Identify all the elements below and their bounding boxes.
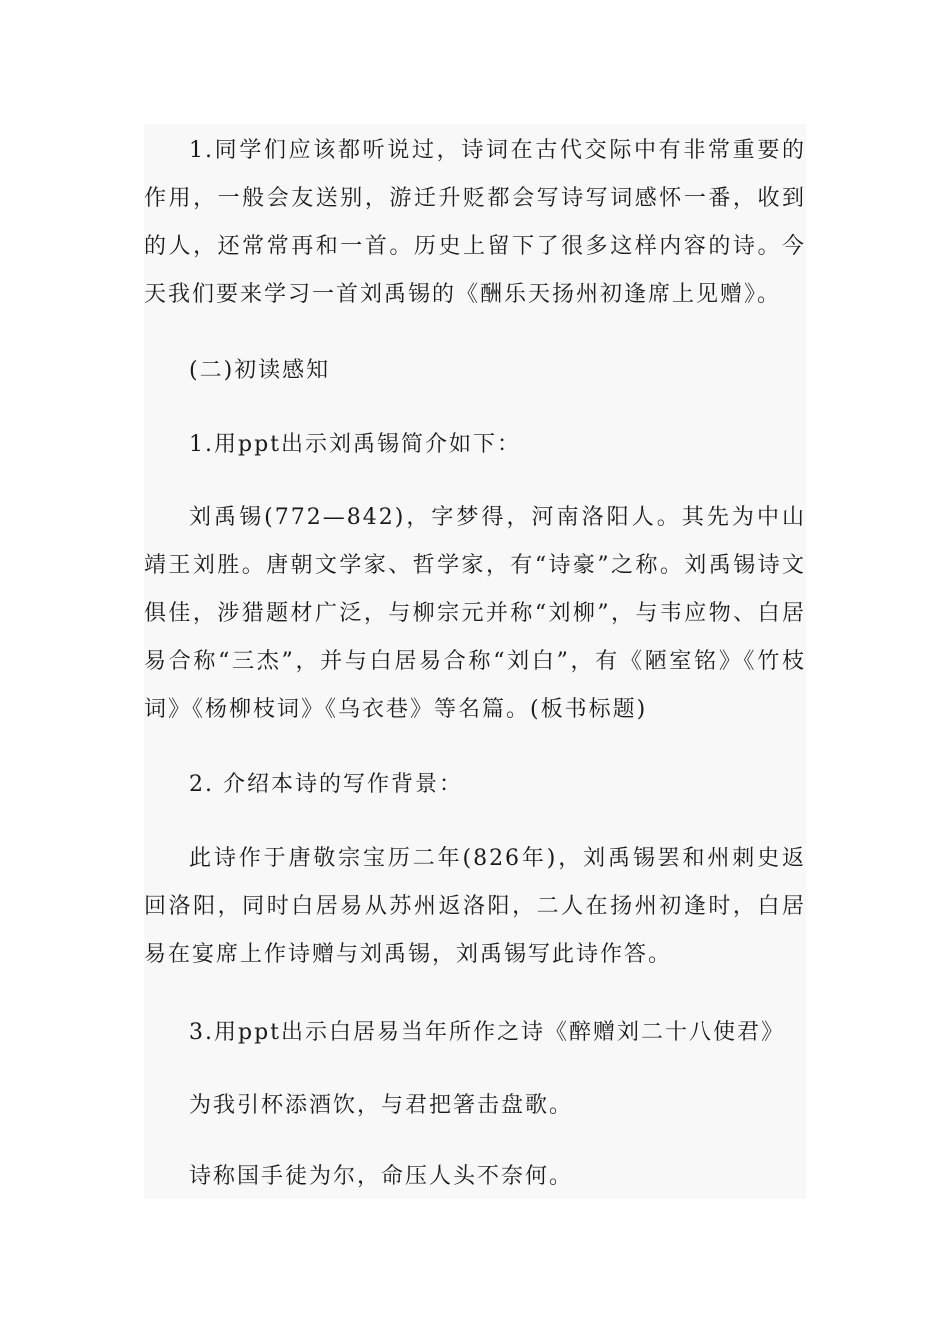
step-1-heading: 1.用ppt出示刘禹锡简介如下： [189, 432, 521, 457]
background-paragraph: 此诗作于唐敬宗宝历二年(826年)，刘禹锡罢和州刺史返回洛阳，同时白居易从苏州返洛阳，二人在扬州初逢时，白居易在宴席上作诗赠与刘禹锡，刘禹锡写此诗作答。 [144, 846, 806, 967]
step-3-heading: 3.用ppt出示白居易当年所作之诗《醉赠刘二十八使君》 [189, 1020, 785, 1045]
intro-paragraph: 1.同学们应该都听说过，诗词在古代交际中有非常重要的作用，一般会友送别，游迁升贬都会写诗写词感怀一番，收到的人，还常常再和一首。历史上留下了很多这样内容的诗。今天我们要来学习一首刘禹锡的《酬乐天扬州初逢席上见赠》。 [144, 138, 806, 307]
text-block [144, 124, 806, 1199]
section-heading-initial-reading: (二)初读感知 [189, 358, 331, 383]
poem-line-2: 诗称国手徒为尔，命压人头不奈何。 [189, 1164, 574, 1189]
author-bio-paragraph: 刘禹锡(772—842)，字梦得，河南洛阳人。其先为中山靖王刘胜。唐朝文学家、哲学家，有“诗豪”之称。刘禹锡诗文俱佳，涉猎题材广泛，与柳宗元并称“刘柳”，与韦应物、白居易合称“三杰”，并与白居易合称“刘白”，有《陋室铭》《竹枝词》《杨柳枝词》《乌衣巷》等名篇。(板书标题) [144, 505, 806, 722]
poem-line-1: 为我引杯添酒饮，与君把箸击盘歌。 [189, 1093, 574, 1118]
step-2-heading: 2. 介绍本诗的写作背景： [189, 772, 463, 797]
